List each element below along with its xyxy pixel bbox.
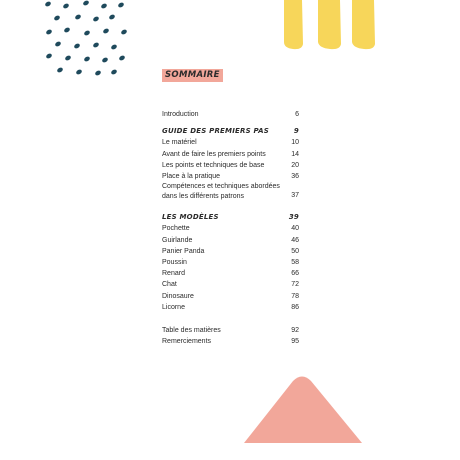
toc-entry-page: 46 — [291, 236, 299, 244]
toc-entry[interactable] — [162, 279, 299, 290]
pink-triangle-shape — [244, 377, 362, 444]
toc-section-title: GUIDE DES PREMIERS PAS — [162, 127, 270, 136]
yellow-bars-pattern — [284, 0, 375, 49]
toc-entry-label: Place à la pratique — [162, 173, 220, 181]
toc-entry-page: 58 — [291, 259, 299, 267]
toc-entry-label: Le matériel — [162, 139, 197, 147]
toc-entry-page: 92 — [291, 327, 299, 335]
toc-section-title: LES MODÈLES — [162, 213, 219, 222]
toc-entry[interactable] — [162, 171, 299, 182]
toc-entry[interactable] — [162, 246, 299, 257]
toc-entry-label: Panier Panda — [162, 247, 205, 255]
toc-entry[interactable] — [162, 235, 299, 246]
page-title: SOMMAIRE — [162, 69, 223, 82]
toc-entry[interactable] — [162, 137, 299, 148]
toc-entry-page: 66 — [291, 270, 299, 278]
toc-section-modeles[interactable] — [162, 212, 299, 223]
toc-entry-label: Pochette — [162, 225, 190, 233]
toc-entry-page: 78 — [291, 292, 299, 300]
toc-entry-label: Les points et techniques de base — [162, 161, 265, 169]
toc-entry-label: Guirlande — [162, 236, 193, 244]
toc-entry-page: 86 — [291, 303, 299, 311]
toc-entry-page: 40 — [291, 225, 299, 233]
toc-section-guide[interactable] — [162, 126, 299, 137]
toc-entry-label: Dinosaure — [162, 292, 194, 300]
toc-entry-page: 6 — [295, 111, 299, 118]
toc-entry-label: Poussin — [162, 259, 187, 267]
toc-entry[interactable] — [162, 223, 299, 234]
toc-entry-label: Table des matières — [162, 327, 221, 335]
toc-section-page: 9 — [293, 127, 299, 136]
toc-entry[interactable] — [162, 291, 299, 302]
teal-dots-pattern — [44, 0, 127, 76]
toc-section-page: 39 — [288, 213, 299, 222]
toc-entry-introduction[interactable] — [162, 109, 299, 120]
toc-entry[interactable] — [162, 257, 299, 268]
toc-entry-page: 20 — [291, 161, 299, 169]
toc-entry-label: Chat — [162, 281, 177, 289]
toc-entry-remerciements[interactable] — [162, 336, 299, 347]
toc-entry-page: 50 — [291, 247, 299, 255]
toc-entry-table-des-matieres[interactable] — [162, 325, 299, 336]
toc-entry-page: 36 — [291, 173, 299, 181]
toc-entry[interactable] — [162, 268, 299, 279]
toc-entry-label: Remerciements — [162, 338, 212, 346]
toc-entry-page: 14 — [291, 150, 299, 158]
toc-entry-label: Licorne — [162, 303, 185, 311]
toc-entry-label: Compétences et techniques abordées dans les différents patrons — [162, 183, 280, 200]
table-of-contents — [162, 109, 299, 347]
toc-entry-page: 95 — [291, 338, 299, 346]
toc-entry[interactable] — [162, 302, 299, 313]
toc-entry[interactable] — [162, 160, 299, 171]
toc-entry-page: 37 — [291, 192, 299, 200]
toc-entry-label: Introduction — [162, 111, 199, 118]
toc-entry-label: Avant de faire les premiers points — [162, 150, 266, 158]
toc-entry-page: 10 — [291, 139, 299, 147]
toc-entry-label: Renard — [162, 270, 185, 278]
toc-entry[interactable] — [162, 149, 299, 160]
toc-entry-page: 72 — [291, 281, 299, 289]
toc-entry[interactable] — [162, 182, 299, 201]
